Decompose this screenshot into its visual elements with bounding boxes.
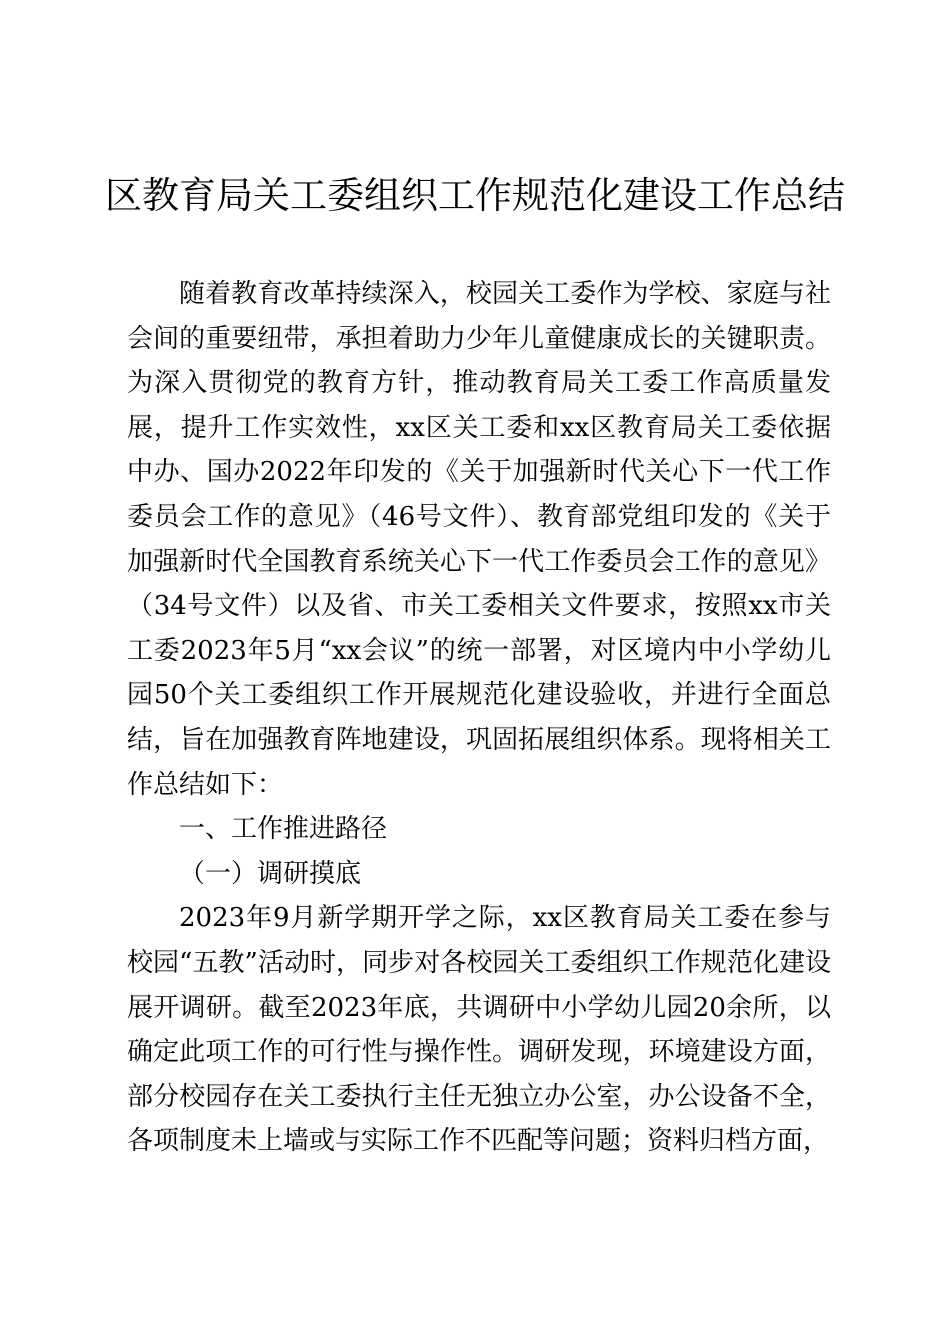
document-title: 区教育局关工委组织工作规范化建设工作总结 [105, 174, 845, 217]
intro-paragraph: 随着教育改革持续深入，校园关工委作为学校、家庭与社会间的重要纽带，承担着助力少年儿童健康成长的关键职责。为深入贯彻党的教育方针，推动教育局关工委工作高质量发展，提升工作实效性，xx区关工委和xx区教育局关工委依据中办、国办2022年印发的《关于加强新时代关心下一代工作委员会工作的意见》（46号文件）、教育部党组印发的《关于加强新时代全国教育系统关心下一代工作委员会工作的意见》（34号文件）以及省、市关工委相关文件要求，按照xx市关工委2023年5月“xx会议”的统一部署，对区境内中小学幼儿园50个关工委组织工作开展规范化建设验收，并进行全面总结，旨在加强教育阵地建设，巩固拓展组织体系。现将相关工作总结如下： [127, 279, 831, 800]
section-heading-1: 一、工作推进路径 [179, 814, 388, 845]
document-body [127, 272, 831, 1164]
subsection-1-paragraph: 2023年9月新学期开学之际，xx区教育局关工委在参与校园“五教”活动时，同步对各校园关工委组织工作规范化建设展开调研。截至2023年底，共调研中小学幼儿园20余所，以确定此项工作的可行性与操作性。调研发现，环境建设方面，部分校园存在关工委执行主任无独立办公室，办公设备不全，各项制度未上墙或与实际工作不匹配等问题；资料归档方面， [127, 903, 831, 1157]
subsection-heading-1: （一）调研摸底 [179, 858, 362, 889]
